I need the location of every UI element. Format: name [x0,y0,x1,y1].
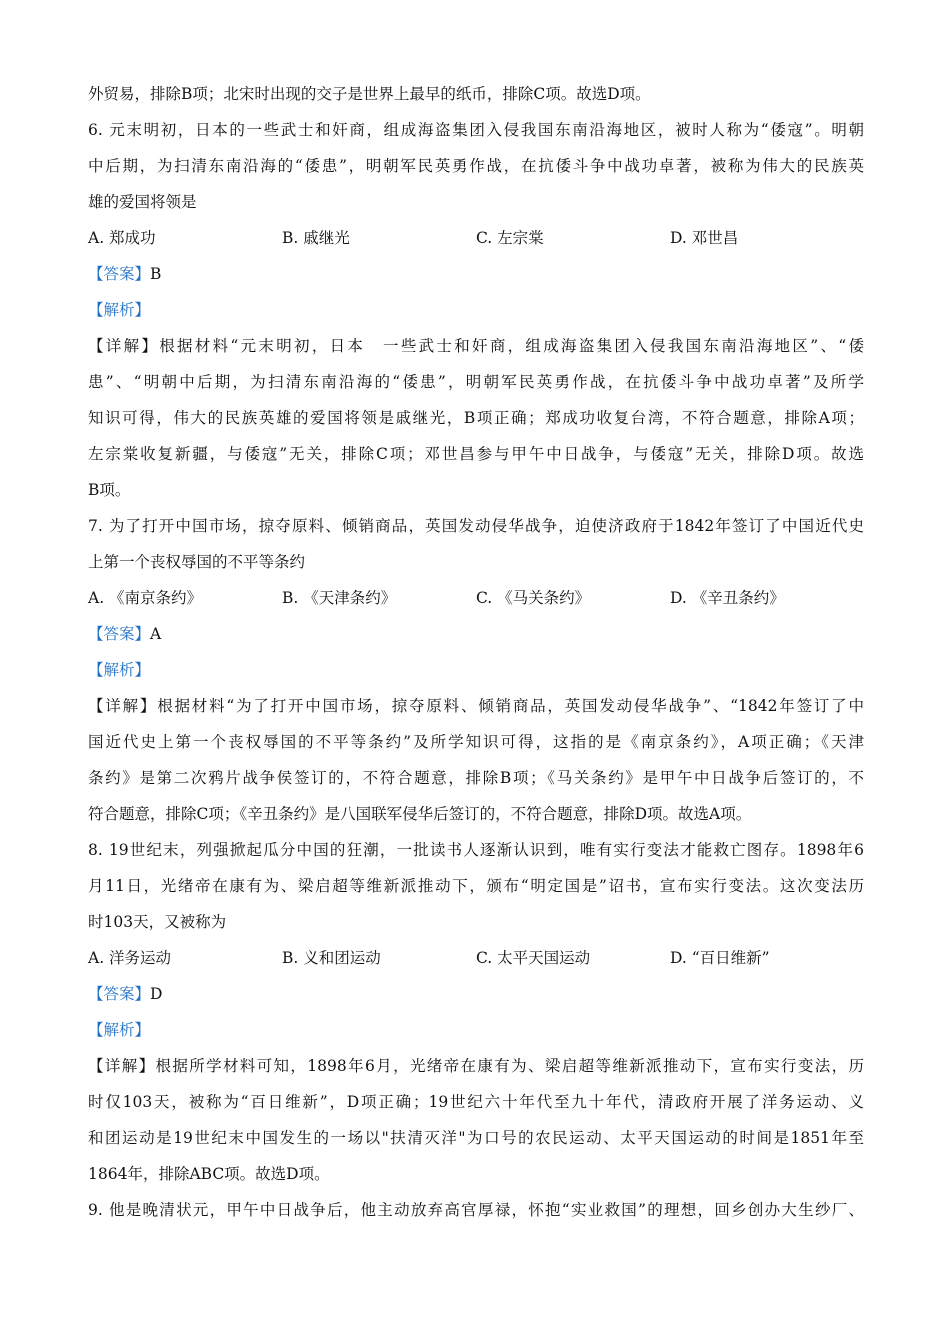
detail-tag: 【详解】 [88,1057,156,1075]
option-b: B. 义和团运动 [282,949,381,967]
detail-text: 根据所学材料可知，1898年6月，光绪帝在康有为、梁启超等维新派推动下，宣布实行变法，历 [155,1057,864,1075]
answer-tag: 【答案】 [88,985,151,1003]
detail-line: 患”、“明朝中后期，为扫清东南沿海的“倭患”，明朝军民英勇作战，在抗倭斗争中战功卓著”及所学 [88,373,864,391]
answer-line [88,616,864,652]
option-b: B. 《天津条约》 [282,589,397,607]
detail-line: 1864年，排除ABC项。故选D项。 [88,1165,330,1183]
question-stem-line: 中后期，为扫清东南沿海的“倭患”，明朝军民英勇作战，在抗倭斗争中战功卓著，被称为伟大的民族英 [88,157,864,175]
analysis-line [88,292,864,328]
options-row [88,940,864,976]
answer-value: A [150,625,162,643]
detail-text: 根据材料“为了打开中国市场，掠夺原料、倾销商品，英国发动侵华战争”、“1842年签订了中 [157,697,864,715]
option-d: D. 邓世昌 [670,229,739,247]
option-a: A. 《南京条约》 [88,589,203,607]
answer-tag: 【答案】 [88,625,151,643]
analysis-line [88,652,864,688]
detail-line: B项。 [88,481,131,499]
question-stem-line: 上第一个丧权辱国的不平等条约 [88,553,306,571]
options-row [88,220,864,256]
detail-tag: 【详解】 [88,697,158,715]
option-d: D. “百日维新” [670,949,770,967]
options-row [88,580,864,616]
detail-line: 左宗棠收复新疆，与倭寇”无关，排除C项；邓世昌参与甲午中日战争，与倭寇”无关，排除D项。故选 [88,445,864,463]
detail-line: 符合题意，排除C项；《辛丑条约》是八国联军侵华后签订的，不符合题意，排除D项。故选A项。 [88,805,752,823]
analysis-tag: 【解析】 [88,301,151,319]
detail-line: 条约》是第二次鸦片战争侯签订的，不符合题意，排除B项；《马关条约》是甲午中日战争后签订的，不 [88,769,864,787]
detail-tag: 【详解】 [88,337,160,355]
analysis-tag: 【解析】 [88,661,151,679]
question-stem-line: 6. 元末明初，日本的一些武士和奸商，组成海盗集团入侵我国东南沿海地区，被时人称为“倭寇”。明朝 [88,121,864,139]
question-8 [88,832,864,1192]
analysis-tag: 【解析】 [88,1021,151,1039]
question-7 [88,508,864,832]
option-c: C. 太平天国运动 [476,949,591,967]
detail-line: 国近代史上第一个丧权辱国的不平等条约”及所学知识可得，这指的是《南京条约》，A项正确；《天津 [88,733,864,751]
analysis-line [88,1012,864,1048]
option-a: A. 郑成功 [88,229,156,247]
detail-line [88,328,864,364]
question-stem-line: 时103天，又被称为 [88,913,227,931]
previous-answer-tail: 外贸易，排除B项；北宋时出现的交子是世界上最早的纸币，排除C项。故选D项。 [88,85,651,103]
next-question-stem: 9. 他是晚清状元，甲午中日战争后，他主动放弃高官厚禄，怀抱“实业救国”的理想，回乡创办大生纱厂、 [88,1201,864,1219]
detail-line [88,1048,864,1084]
answer-value: D [150,985,163,1003]
question-stem-line: 月11日，光绪帝在康有为、梁启超等维新派推动下，颁布“明定国是”诏书，宣布实行变法。这次变法历 [88,877,864,895]
option-b: B. 戚继光 [282,229,350,247]
option-d: D. 《辛丑条约》 [670,589,785,607]
answer-tag: 【答案】 [88,265,151,283]
detail-line: 时仅103天，被称为“百日维新”，D项正确；19世纪六十年代至九十年代，清政府开展了洋务运动、义 [88,1093,864,1111]
detail-line: 知识可得，伟大的民族英雄的爱国将领是戚继光，B项正确；郑成功收复台湾，不符合题意，排除A项； [88,409,864,427]
question-6 [88,112,864,508]
option-a: A. 洋务运动 [88,949,172,967]
question-stem-line: 7. 为了打开中国市场，掠夺原料、倾销商品，英国发动侵华战争，迫使济政府于1842年签订了中国近代史 [88,517,864,535]
detail-text: 根据材料“元末明初，日本 一些武士和奸商，组成海盗集团入侵我国东南沿海地区”、“倭 [159,337,864,355]
option-c: C. 《马关条约》 [476,589,591,607]
answer-line [88,256,864,292]
detail-line [88,688,864,724]
question-stem-line: 雄的爱国将领是 [88,193,197,211]
option-c: C. 左宗棠 [476,229,544,247]
question-stem-line: 8. 19世纪末，列强掀起瓜分中国的狂潮，一批读书人逐渐认识到，唯有实行变法才能救亡图存。1898年6 [88,841,864,859]
answer-value: B [150,265,162,283]
page-content [88,76,864,1228]
answer-line [88,976,864,1012]
detail-line: 和团运动是19世纪末中国发生的一场以"扶清灭洋"为口号的农民运动、太平天国运动的时间是1851年至 [88,1129,864,1147]
